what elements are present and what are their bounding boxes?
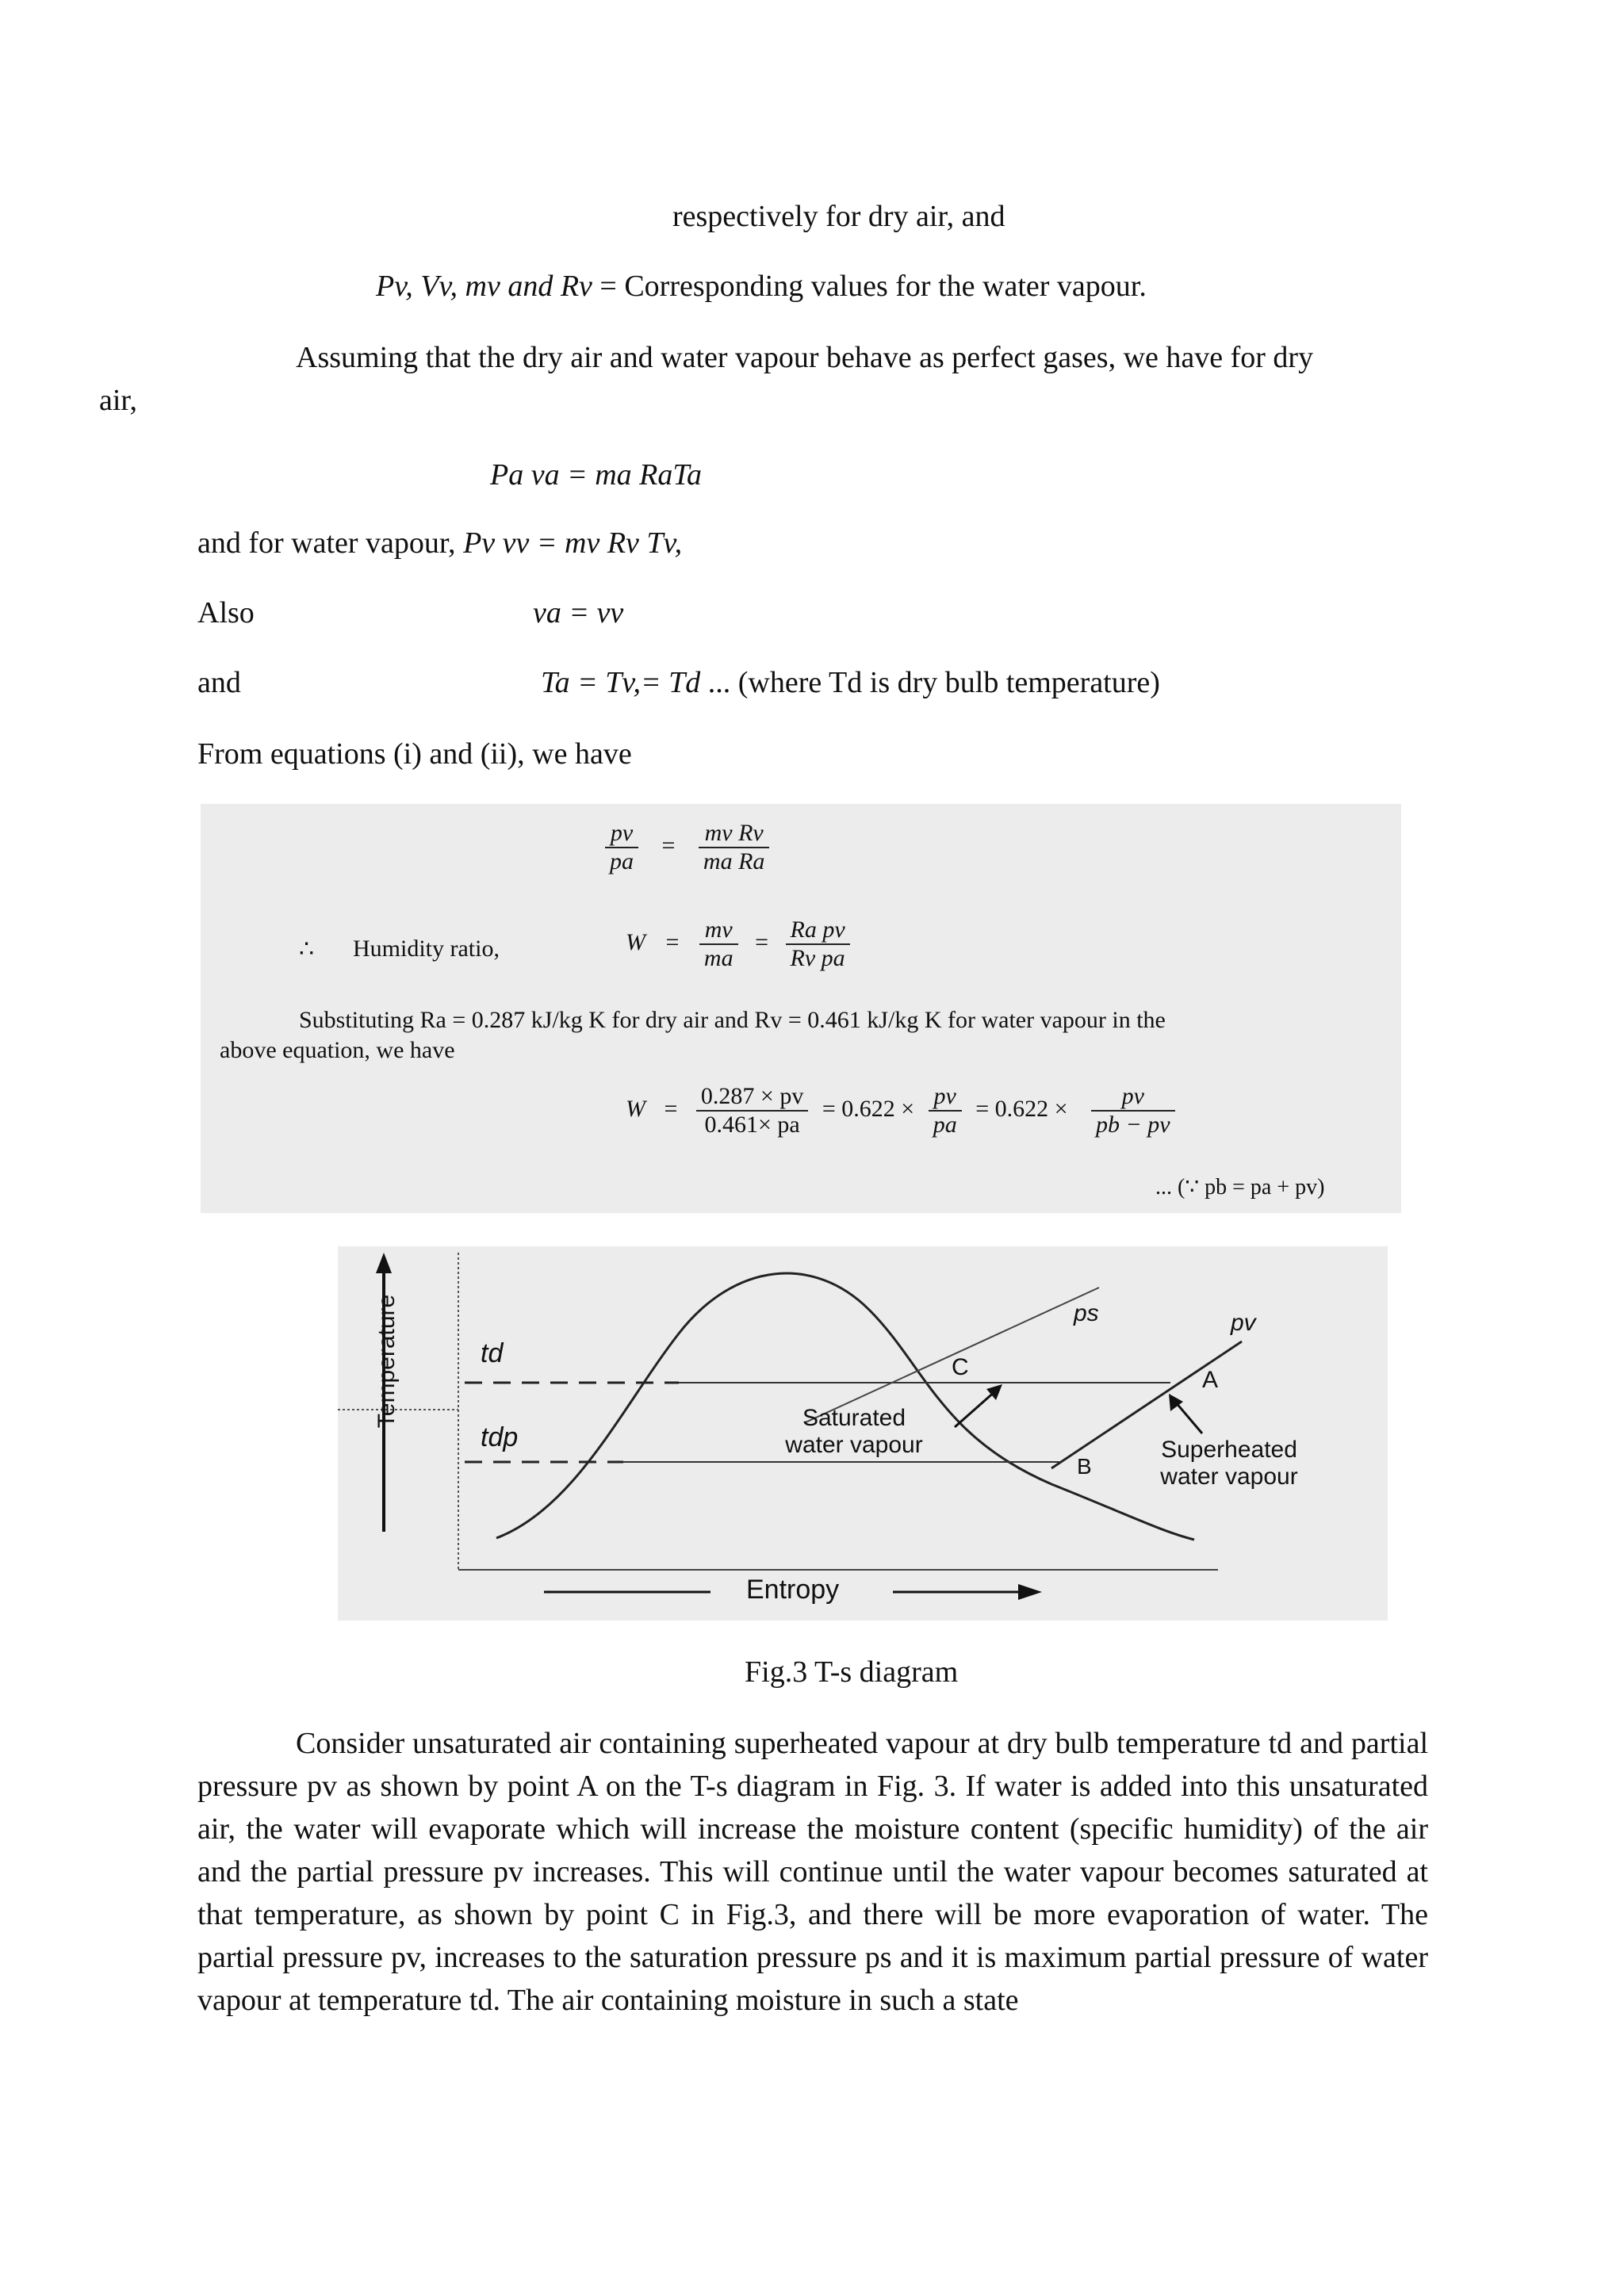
- substituting-line-1: Substituting Ra = 0.287 kJ/kg K for dry air and Rv = 0.461 kJ/kg K for water vapour in the: [299, 1007, 1166, 1033]
- equals-sign: =: [661, 832, 676, 859]
- substituting-line-2: above equation, we have: [220, 1037, 455, 1063]
- fraction-numerator: mv: [699, 916, 738, 945]
- humidity-ratio-equation: [626, 916, 850, 972]
- fraction-denominator: ma: [703, 945, 733, 971]
- superheated-vapour-line-1: Superheated: [1161, 1437, 1297, 1463]
- respectively-line: respectively for dry air, and: [672, 200, 1005, 233]
- and-label: and: [197, 666, 241, 699]
- saturated-vapour-line-2: water vapour: [785, 1432, 923, 1458]
- ratio-equation: [605, 820, 769, 875]
- from-equations-line: From equations (i) and (ii), we have: [197, 737, 632, 771]
- y-axis-label: Temperature: [373, 1294, 400, 1429]
- fraction-denominator: pa: [610, 848, 634, 874]
- assuming-paragraph: [99, 336, 1428, 422]
- and-equation-text: Ta = Tv,= Td: [541, 666, 701, 699]
- w-symbol: W: [626, 928, 645, 955]
- equals-0622: = 0.622 ×: [822, 1095, 915, 1122]
- assuming-line-2: air,: [99, 384, 138, 417]
- point-a-label: A: [1202, 1367, 1219, 1393]
- superheated-vapour-line-2: water vapour: [1160, 1464, 1298, 1490]
- corresponding-description: = Corresponding values for the water vapour.: [592, 270, 1147, 303]
- also-equation: [533, 591, 623, 634]
- also-label: Also: [197, 596, 255, 629]
- equation-dry-air-text: Pa va = ma RaTa: [490, 458, 703, 492]
- entropy-arrow-head: [1018, 1584, 1042, 1600]
- humidity-ratio-label: Humidity ratio,: [353, 936, 500, 962]
- equals-0622: = 0.622 ×: [975, 1095, 1068, 1122]
- equals-sign: =: [664, 1095, 678, 1122]
- fraction-denominator: pb − pv: [1096, 1112, 1170, 1138]
- fraction-rapv-rvpa: [786, 916, 850, 972]
- scanned-equation-block: [201, 804, 1401, 1213]
- superheated-pointer-line: [1175, 1402, 1202, 1433]
- fraction-denominator: Rv pa: [790, 945, 845, 971]
- x-axis-label: Entropy: [746, 1575, 840, 1605]
- water-vapour-equation: Pv vv = mv Rv Tv,: [463, 526, 683, 560]
- figure-caption: Fig.3 T-s diagram: [745, 1655, 959, 1689]
- equals-sign: =: [665, 928, 680, 955]
- fraction-denominator: ma Ra: [703, 848, 765, 874]
- equation-dry-air: [490, 453, 702, 496]
- fraction-numerator: Ra pv: [786, 916, 850, 945]
- equals-sign: =: [755, 928, 769, 955]
- humidity-ratio-numeric-equation: [626, 1083, 1175, 1138]
- and-equation: [541, 661, 1160, 704]
- ts-diagram: [338, 1246, 1388, 1621]
- ps-label: ps: [1074, 1300, 1099, 1326]
- fraction-0287-0461: [696, 1083, 808, 1138]
- tdp-label: tdp: [481, 1422, 519, 1452]
- fraction-numerator: pv: [929, 1083, 962, 1112]
- consider-paragraph: Consider unsaturated air containing superheated vapour at dry bulb temperature td and partial pressure pv as shown by point A on the T-s diagram in Fig. 3. If water is added into this unsaturated air, the water will evaporate which will increase the moisture content (specific humidity) of the air and the partial pressure pv increases. This will continue until the water vapour becomes saturated at that temperature, as shown by point C in Fig.3, and there will be more evaporation of water. The partial pressure pv, increases to the saturation pressure ps and it is maximum partial pressure of water vapour at temperature td. The air containing moisture in such a state: [197, 1727, 1428, 2017]
- fraction-numerator: pv: [605, 820, 638, 848]
- fraction-denominator: pa: [933, 1112, 957, 1138]
- water-vapour-line: [197, 522, 682, 564]
- therefore-symbol: ∴: [299, 936, 315, 962]
- point-c-label: C: [952, 1354, 969, 1380]
- and-equation-note: ... (where Td is dry bulb temperature): [700, 666, 1160, 699]
- fraction-numerator: mv Rv: [699, 820, 770, 848]
- point-b-label: B: [1077, 1454, 1092, 1479]
- because-note: ... (∵ pb = pa + pv): [1155, 1175, 1325, 1200]
- superheated-vapour-label: [1134, 1437, 1324, 1490]
- saturated-pointer-line: [955, 1391, 996, 1427]
- fraction-mvrv-mara: [699, 820, 770, 875]
- fraction-denominator: 0.461× pa: [704, 1112, 800, 1138]
- fraction-pv-pb-minus-pv: [1091, 1083, 1175, 1138]
- pv-label: pv: [1231, 1310, 1256, 1336]
- fraction-mv-ma: [699, 916, 738, 972]
- corresponding-line: [376, 265, 1147, 308]
- saturated-vapour-label: [763, 1405, 945, 1459]
- assuming-line-1: Assuming that the dry air and water vapour behave as perfect gases, we have for dry: [296, 341, 1314, 374]
- also-equation-text: va = vv: [533, 596, 624, 629]
- fraction-pv-pa-2: [929, 1083, 962, 1138]
- fraction-numerator: 0.287 × pv: [696, 1083, 808, 1112]
- w-symbol: W: [626, 1095, 645, 1122]
- fraction-numerator: pv: [1091, 1083, 1175, 1112]
- corresponding-variables: Pv, Vv, mv and Rv: [376, 270, 592, 303]
- temperature-arrow-head: [376, 1253, 392, 1273]
- td-label: td: [481, 1338, 504, 1368]
- fraction-pv-pa: [605, 820, 638, 875]
- saturated-vapour-line-1: Saturated: [802, 1405, 906, 1431]
- water-vapour-prefix: and for water vapour,: [197, 526, 464, 560]
